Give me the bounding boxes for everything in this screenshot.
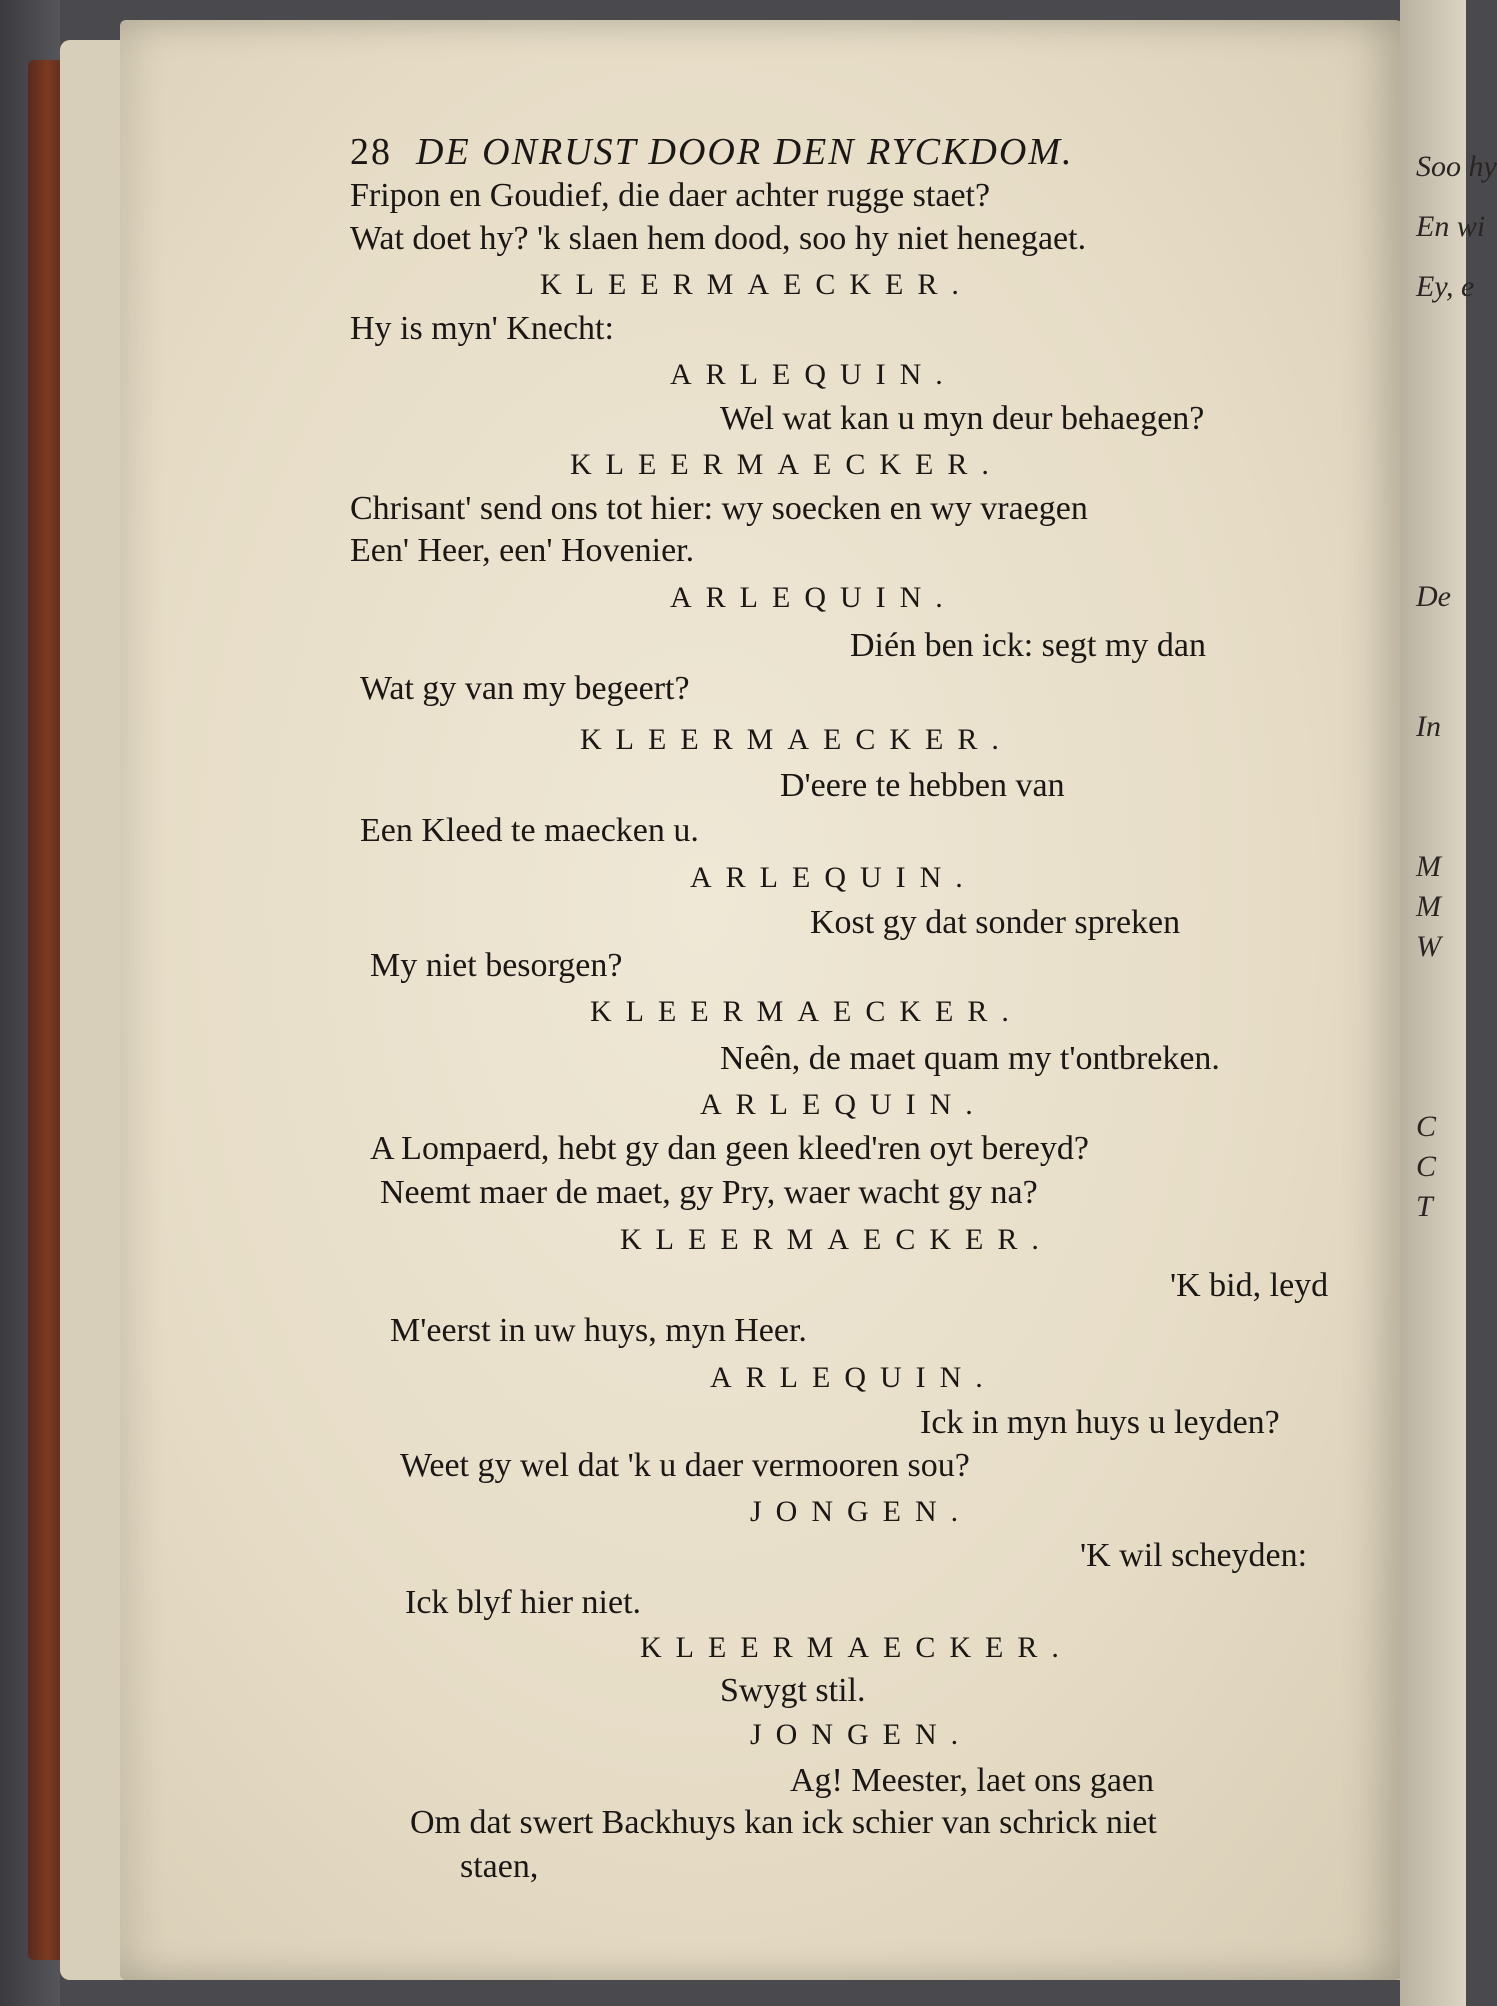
verse-line: Neemt maer de maet, gy Pry, waer wacht gy na? [380,1174,1038,1211]
verse-line: M'eerst in uw huys, myn Heer. [390,1312,807,1349]
verse-line: Swygt stil. [720,1672,866,1709]
speaker-name: KLEERMAECKER. [570,448,1003,481]
verse-line: Om dat swert Backhuys kan ick schier van schrick niet [410,1804,1157,1841]
verse-line: 'K bid, leyd [1170,1267,1329,1304]
speaker-name: ARLEQUIN. [670,358,957,391]
verse-line: Fripon en Goudief, die daer achter rugge staet? [350,177,991,214]
speaker-name: KLEERMAECKER. [640,1631,1073,1664]
verse-line: Ick blyf hier niet. [405,1584,642,1621]
verse-line: staen, [460,1848,539,1885]
facing-fragment: C [1416,1110,1437,1143]
verse-line: Hy is myn' Knecht: [350,310,614,347]
verse-line: 'K wil scheyden: [1080,1537,1308,1574]
speaker-name: ARLEQUIN. [700,1088,987,1121]
page-number: 28 [350,131,392,173]
speaker-name: ARLEQUIN. [670,581,957,614]
speaker-name: KLEERMAECKER. [590,995,1023,1028]
verse-line: Wat doet hy? 'k slaen hem dood, soo hy niet henegaet. [350,220,1087,257]
verse-line: Kost gy dat sonder spreken [810,904,1181,941]
verse-line: Neên, de maet quam my t'ontbreken. [720,1040,1220,1077]
facing-page [1400,0,1497,2006]
speaker-name: ARLEQUIN. [690,861,977,894]
facing-fragment: Ey, e [1416,270,1475,303]
speaker-name: KLEERMAECKER. [580,723,1013,756]
facing-fragment: De [1416,580,1451,613]
verse-line: Een Kleed te maecken u. [360,812,699,849]
speaker-name: ARLEQUIN. [710,1361,997,1394]
facing-fragment: C [1416,1150,1437,1183]
facing-fragment: M [1416,850,1441,883]
verse-line: Ag! Meester, laet ons gaen [790,1762,1155,1799]
verse-line: Chrisant' send ons tot hier: wy soecken en wy vraegen [350,490,1088,527]
verse-line: Wat gy van my begeert? [360,670,690,707]
facing-fragment: W [1416,930,1441,963]
verse-line: Wel wat kan u myn deur behaegen? [720,400,1205,437]
verse-line: Ick in myn huys u leyden? [920,1404,1280,1441]
running-head-title: DE ONRUST DOOR DEN RYCKDOM. [416,131,1074,173]
speaker-name: KLEERMAECKER. [540,268,973,301]
speaker-name: JONGEN. [750,1718,973,1751]
speaker-name: KLEERMAECKER. [620,1223,1053,1256]
verse-line: Een' Heer, een' Hovenier. [350,532,695,569]
verse-line: Dién ben ick: segt my dan [850,627,1206,664]
speaker-name: JONGEN. [750,1495,973,1528]
running-header [350,130,1073,174]
facing-fragment: Soo hy [1416,150,1497,183]
verse-line: A Lompaerd, hebt gy dan geen kleed'ren oyt bereyd? [370,1130,1089,1167]
facing-fragment: In [1416,710,1441,743]
verse-line: My niet besorgen? [370,947,623,984]
verse-line: Weet gy wel dat 'k u daer vermooren sou? [400,1447,970,1484]
facing-fragment: En wi [1416,210,1486,243]
facing-fragment: T [1416,1190,1433,1223]
verse-line: D'eere te hebben van [780,767,1065,804]
facing-fragment: M [1416,890,1441,923]
